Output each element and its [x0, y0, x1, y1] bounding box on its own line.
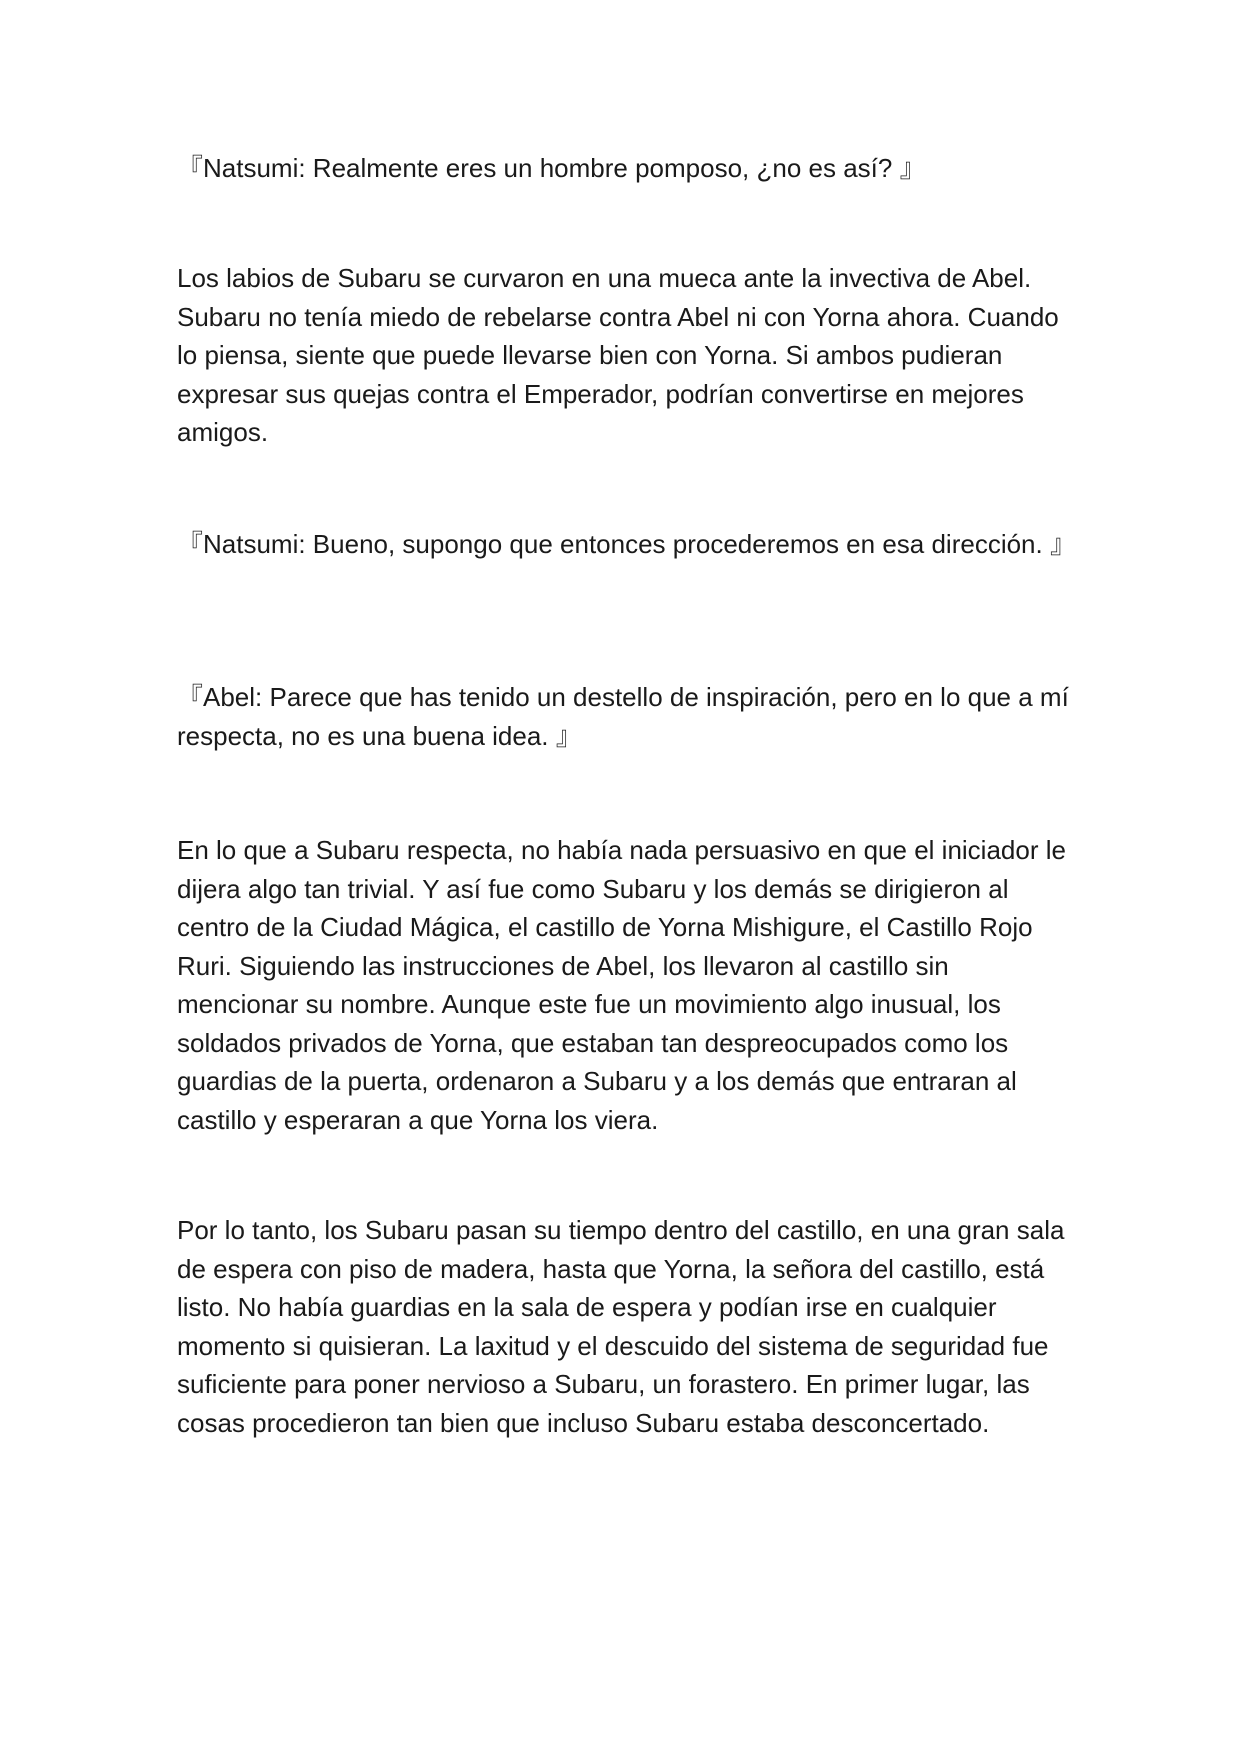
dialogue-abel-inspiration: 『Abel: Parece que has tenido un destello de inspiración, pero en lo que a mí respecta, no es una buena idea. 』 [177, 682, 1069, 751]
narration-paragraph-waiting-room: Por lo tanto, los Subaru pasan su tiempo dentro del castillo, en una gran sala de espera con piso de madera, hasta que Yorna, la señora del castillo, está listo. No había guardias en la sala de espera y podían irse en cualquier momento si quisieran. La laxitud y el descuido del sistema de seguridad fue suficiente para poner nervioso a Subaru, un forastero. En primer lugar, las cosas procedieron tan bien que incluso Subaru estaba desconcertado. [177, 1215, 1065, 1438]
dialogue-natsumi-direction: 『Natsumi: Bueno, supongo que entonces procederemos en esa dirección. 』 [177, 529, 1076, 559]
dialogue-natsumi-pompous: 『Natsumi: Realmente eres un hombre pomposo, ¿no es así? 』 [177, 153, 926, 183]
narration-paragraph-castle-arrival: En lo que a Subaru respecta, no había nada persuasivo en que el iniciador le dijera algo tan trivial. Y así fue como Subaru y los demás se dirigieron al centro de la Ciudad Mágica, el castillo de Yorna Mishigure, el Castillo Rojo Ruri. Siguiendo las instrucciones de Abel, los llevaron al castillo sin mencionar su nombre. Aunque este fue un movimiento algo inusual, los soldados privados de Yorna, que estaban tan despreocupados como los guardias de la puerta, ordenaron a Subaru y a los demás que entraran al castillo y esperaran a que Yorna los viera. [177, 835, 1066, 1135]
narration-paragraph-abel-invective: Los labios de Subaru se curvaron en una mueca ante la invectiva de Abel. Subaru no tenía miedo de rebelarse contra Abel ni con Yorna ahora. Cuando lo piensa, siente que puede llevarse bien con Yorna. Si ambos pudieran expresar sus quejas contra el Emperador, podrían convertirse en mejores amigos. [177, 263, 1059, 447]
